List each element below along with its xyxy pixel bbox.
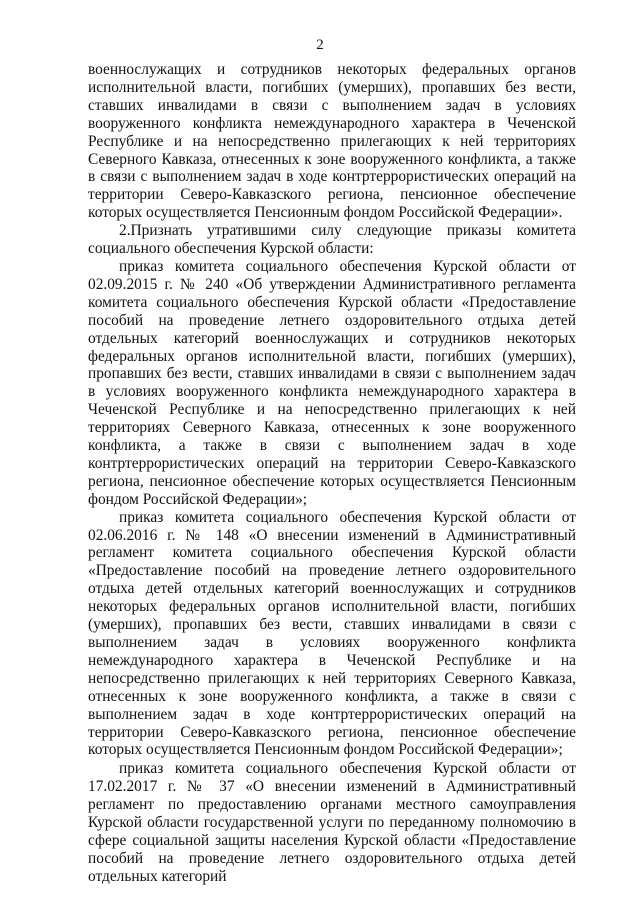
paragraph-order-148: приказ комитета социального обеспечения Курской области от 02.06.2016 г. № 148 «О внесении изменений в Административный регламент комитета социального обеспечения Курской области «Предоставление пособий на проведение летнего оздоровительного отдыха детей отдельных категорий военнослужащих и сотрудников некоторых федеральных органов исполнительной власти, погибших (умерших), пропавших без вести, ставших инвалидами в связи с выполнением задач в условиях вооруженного конфликта немеждународного характера в Чеченской Республике и на непосредственно прилегающих к ней территориях Северного Кавказа, отнесенных к зоне вооруженного конфликта, а также в связи с выполнением задач в ходе контртеррористических операций на территории Северо-Кавказского региона, пенсионное обеспечение которых осуществляется Пенсионным фондом Российской Федерации»;: [88, 508, 576, 759]
page-number: 2: [316, 37, 324, 53]
paragraph-order-240: приказ комитета социального обеспечения Курской области от 02.09.2015 г. № 240 «Об утверждении Административного регламента комитета социального обеспечения Курской области «Предоставление пособий на проведение летнего оздоровительного отдыха детей отдельных категорий военнослужащих и сотрудников некоторых федеральных органов исполнительной власти, погибших (умерших), пропавших без вести, ставших инвалидами в связи с выполнением задач в условиях вооруженного конфликта немеждународного характера в Чеченской Республике и на непосредственно прилегающих к ней территориях Северного Кавказа, отнесенных к зоне вооруженного конфликта, а также в связи с выполнением задач в ходе контртеррористических операций на территории Северо-Кавказского региона, пенсионное обеспечение которых осуществляется Пенсионным фондом Российской Федерации»;: [88, 257, 576, 508]
document-body: [88, 61, 576, 886]
paragraph-continuation: военнослужащих и сотрудников некоторых федеральных органов исполнительной власти, погибших (умерших), пропавших без вести, ставших инвалидами в связи с выполнением задач в условиях вооруженного конфликта немеждународного характера в Чеченской Республике и на непосредственно прилегающих к ней территориях Северного Кавказа, отнесенных к зоне вооруженного конфликта, а также в связи с выполнением задач в ходе контртеррористических операций на территории Северо-Кавказского региона, пенсионное обеспечение которых осуществляется Пенсионным фондом Российской Федерации».: [88, 61, 576, 222]
paragraph-item-2: 2.Признать утратившими силу следующие приказы комитета социального обеспечения Курской области:: [88, 222, 576, 258]
paragraph-order-37: приказ комитета социального обеспечения Курской области от 17.02.2017 г. № 37 «О внесении изменений в Административный регламент по предоставлению органами местного самоуправления Курской области государственной услуги по переданному полномочию в сфере социальной защиты населения Курской области «Предоставление пособий на проведение летнего оздоровительного отдыха детей отдельных категорий: [88, 760, 576, 885]
